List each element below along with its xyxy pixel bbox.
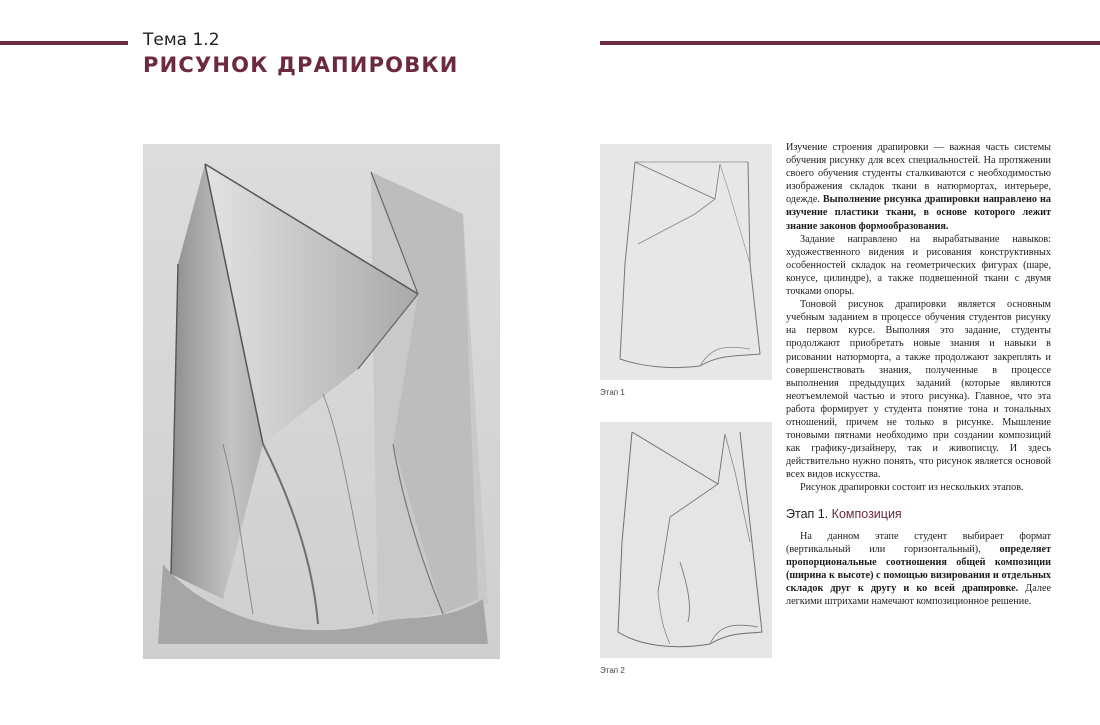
header-rule-right [600, 41, 1100, 45]
stage1-heading-prefix: Этап 1. [786, 506, 829, 521]
stage2-caption: Этап 2 [600, 666, 625, 675]
paragraph-tonal: Тоновой рисунок драпировки является основным учебным заданием в процессе обучения студентов рисунку на первом курсе. Выполняя это задание, студенты продолжают приобретать новые знания и навыки в рисовании натюрморта, а также продолжают закреплять и совершенствовать знания, полученные в процессе выполнения предыдущих заданий (которые являются неотъемлемой частью и этого рисунка). Главное, что эта работа формирует у студента понятие тона и тональных отношений, причем не только в рисунке. Мышление тоновыми пятнами необходимо при создании композиций как графику-дизайнеру, так и живописцу. И здесь действительно нужно понять, что рисунок является основой всех видов искусства. [786, 299, 1051, 481]
intro-text: Изучение строения драпировки — важная часть системы обучения рисунку для всех специальностей. На протяжении своего обучения студенты сталкиваются с необходимостью изображения складок ткани в натюрмортах, интерьере, одежде. [786, 142, 1051, 206]
paragraph-task: Задание направлено на вырабатывание навыков: художественного видения и рисования конструктивных особенностей складок на геометрических фигурах (шаре, конусе, цилиндре), а также подвешенной ткани с двумя точками опоры. [786, 233, 1051, 298]
stage1-heading-accent: Композиция [831, 506, 902, 521]
stage1-heading [786, 508, 1051, 521]
intro-emphasis: Выполнение рисунка драпировки направлено на изучение пластики ткани, в основе которого лежит знание законов формообразования. [786, 194, 1051, 232]
main-drapery-image [143, 144, 500, 659]
composition-emphasis: определяет пропорциональные соотношения общей композиции (ширина к высоте) с помощью визирования и отдельных складок друг к другу и ко всей драпировке. [786, 543, 1051, 594]
topic-label: Тема 1.2 [143, 30, 220, 50]
stage1-caption: Этап 1 [600, 388, 625, 397]
paragraph-composition [786, 530, 1051, 609]
stage1-image [600, 144, 772, 380]
composition-text-a: На данном этапе студент выбирает формат (вертикальный или горизонтальный), [786, 530, 1051, 555]
body-text [786, 141, 1051, 608]
paragraph-stages: Рисунок драпировки состоит из нескольких этапов. [800, 482, 1024, 494]
page-title: РИСУНОК ДРАПИРОВКИ [143, 53, 459, 77]
header-rule-left [0, 41, 128, 45]
paragraph-intro [786, 141, 1051, 233]
composition-text-b: Далее легкими штрихами намечают композиционное решение. [786, 583, 1051, 608]
stage2-image [600, 422, 772, 658]
